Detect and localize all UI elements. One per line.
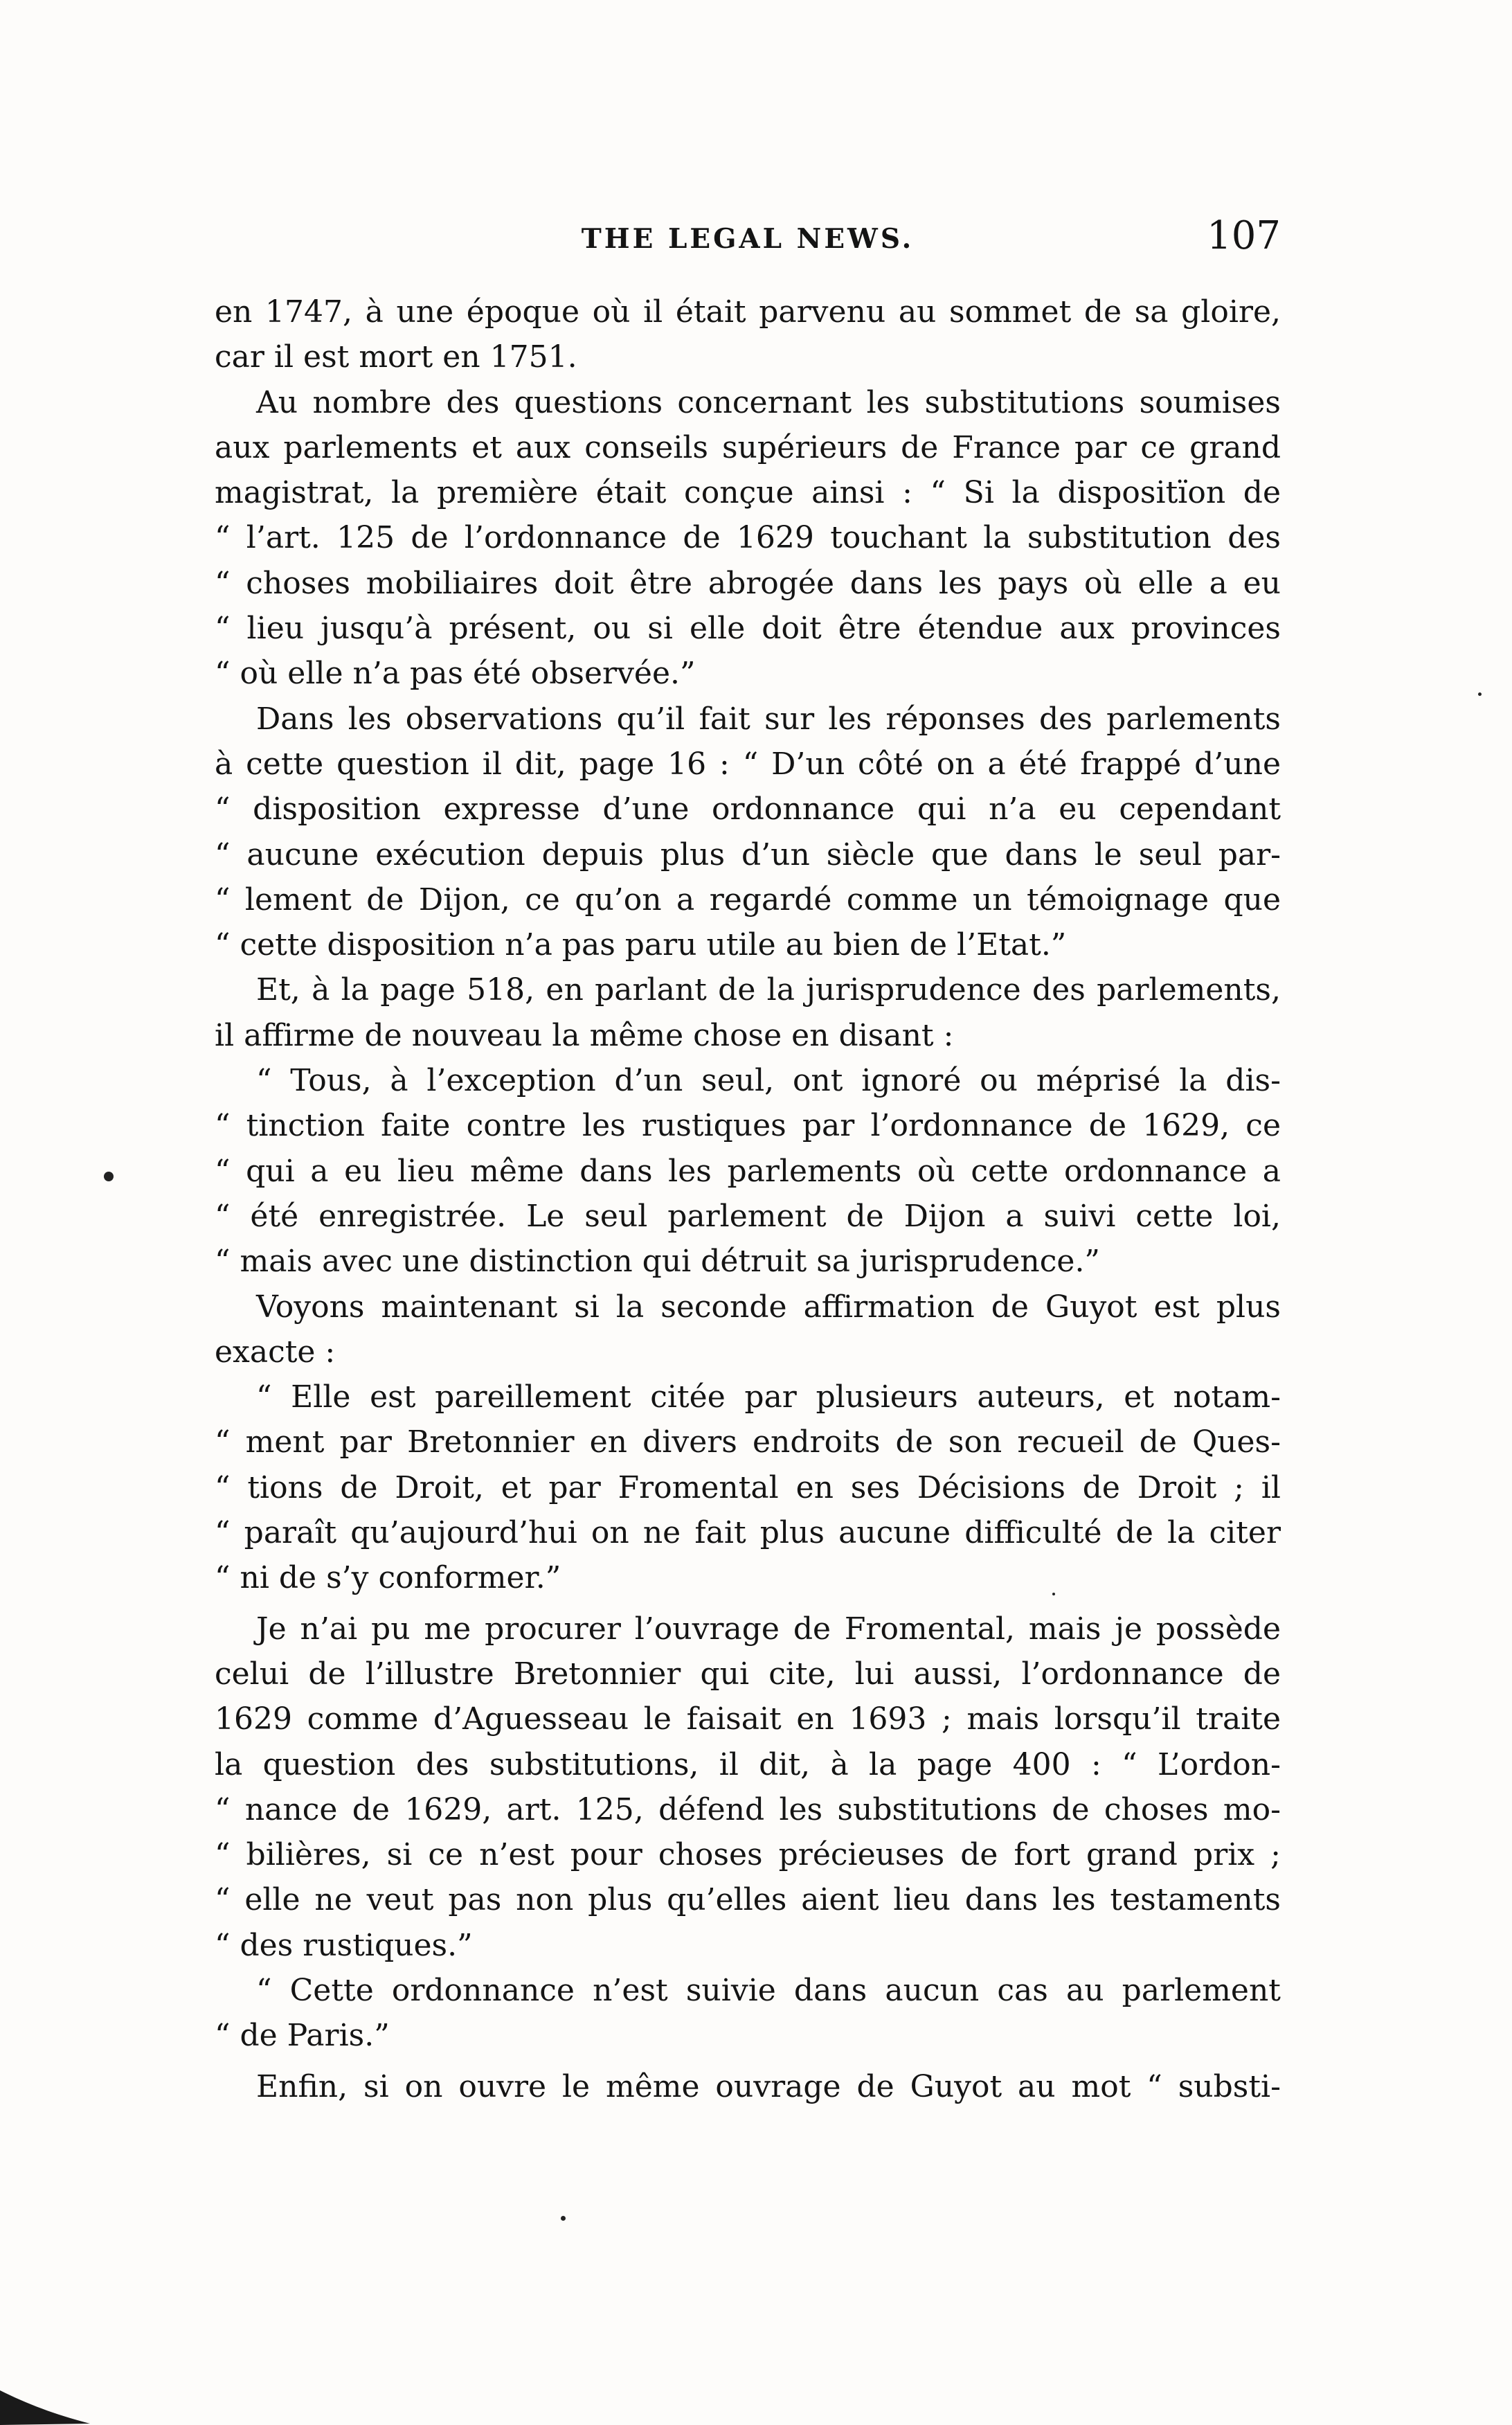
text-line: “ bilières, si ce n’est pour choses précieuses de fort grand prix ; — [215, 1837, 1281, 1873]
text-line: exacte : — [215, 1334, 336, 1370]
block-quote-2 — [215, 1375, 1281, 1600]
text-line: en 1747, à une époque où il était parvenu au sommet de sa gloire, — [215, 294, 1281, 330]
text-line: “ ment par Bretonnier en divers endroits de son recueil de Ques- — [215, 1424, 1281, 1460]
text-line: Dans les observations qu’il fait sur les réponses des parlements — [256, 701, 1281, 737]
page-header — [215, 208, 1281, 263]
text-line: “ Cette ordonnance n’est suivie dans aucun cas au parlement — [256, 1972, 1281, 2008]
block-quote-1 — [215, 1058, 1281, 1284]
text-line: aux parlements et aux conseils supérieurs de France par ce grand — [215, 429, 1281, 465]
paragraph-10 — [215, 2064, 1281, 2109]
text-line: “ aucune exécution depuis plus d’un siècle que dans le seul par- — [215, 836, 1281, 873]
text-line: il affirme de nouveau la même chose en disant : — [215, 1017, 954, 1053]
running-head: THE LEGAL NEWS. — [581, 223, 915, 255]
text-line: “ cette disposition n’a pas paru utile au bien de l’Etat.” — [215, 927, 1067, 963]
text-line: “ été enregistrée. Le seul parlement de Dijon a suivi cette loi, — [215, 1198, 1281, 1234]
text-line: “ disposition expresse d’une ordonnance qui n’a eu cependant — [215, 791, 1281, 827]
paragraph-6 — [215, 1285, 1281, 1375]
ink-speck — [561, 2216, 566, 2221]
text-line: “ tinction faite contre les rustiques par l’ordonnance de 1629, ce — [215, 1108, 1281, 1144]
ink-speck — [1478, 692, 1482, 696]
text-line: Enfin, si on ouvre le même ouvrage de Guyot au mot “ substi- — [256, 2068, 1281, 2104]
paragraph-4 — [215, 967, 1281, 1058]
text-line: “ où elle n’a pas été observée.” — [215, 656, 696, 692]
text-line: “ lieu jusqu’à présent, ou si elle doit être étendue aux provinces — [215, 611, 1281, 647]
article-body — [215, 289, 1281, 2109]
page-number: 107 — [1207, 213, 1281, 258]
text-line: Et, à la page 518, en parlant de la jurisprudence des parlements, — [256, 972, 1281, 1008]
text-line: “ l’art. 125 de l’ordonnance de 1629 touchant la substitution des — [215, 520, 1281, 556]
ink-speck — [1052, 1593, 1055, 1595]
text-line: à cette question il dit, page 16 : “ D’un côté on a été frappé d’une — [215, 746, 1281, 782]
text-line: “ mais avec une distinction qui détruit sa jurisprudence.” — [215, 1244, 1100, 1280]
text-line: “ lement de Dijon, ce qu’on a regardé comme un témoignage que — [215, 882, 1281, 918]
text-line: Au nombre des questions concernant les substitutions soumises — [256, 384, 1281, 420]
scan-edge-shadow — [0, 2383, 90, 2425]
text-line: “ paraît qu’aujourd’hui on ne fait plus aucune difficulté de la citer — [215, 1515, 1281, 1551]
block-quote-3 — [215, 1968, 1281, 2059]
text-line: “ tions de Droit, et par Fromental en ses Décisions de Droit ; il — [215, 1469, 1281, 1505]
text-line: “ elle ne veut pas non plus qu’elles aient lieu dans les testaments — [215, 1882, 1281, 1918]
text-line: “ nance de 1629, art. 125, défend les substitutions de choses mo- — [215, 1791, 1281, 1827]
paragraph-2 — [215, 380, 1281, 697]
text-line: “ ni de s’y conformer.” — [215, 1560, 561, 1596]
text-line: “ de Paris.” — [215, 2018, 390, 2054]
paragraph-3 — [215, 697, 1281, 968]
text-line: car il est mort en 1751. — [215, 339, 577, 375]
text-line: 1629 comme d’Aguesseau le faisait en 1693 ; mais lorsqu’il traite — [215, 1701, 1281, 1737]
text-line: “ des rustiques.” — [215, 1927, 473, 1963]
text-line: “ choses mobiliaires doit être abrogée dans les pays où elle a eu — [215, 565, 1281, 601]
text-line: magistrat, la première était conçue ainsi : “ Si la dispositïon de — [215, 475, 1281, 511]
text-line: “ Tous, à l’exception d’un seul, ont ignoré ou méprisé la dis- — [256, 1063, 1281, 1099]
text-line: “ qui a eu lieu même dans les parlements où cette ordonnance a — [215, 1153, 1281, 1189]
ink-speck — [104, 1172, 114, 1181]
text-line: Je n’ai pu me procurer l’ouvrage de Fromental, mais je possède — [256, 1611, 1281, 1647]
text-line: la question des substitutions, il dit, à la page 400 : “ L’ordon- — [215, 1746, 1281, 1782]
text-line: “ Elle est pareillement citée par plusieurs auteurs, et notam- — [256, 1379, 1281, 1415]
text-line: celui de l’illustre Bretonnier qui cite, lui aussi, l’ordonnance de — [215, 1656, 1281, 1692]
paragraph-8 — [215, 1607, 1281, 1968]
paragraph-1 — [215, 289, 1281, 380]
text-line: Voyons maintenant si la seconde affirmation de Guyot est plus — [256, 1289, 1281, 1325]
